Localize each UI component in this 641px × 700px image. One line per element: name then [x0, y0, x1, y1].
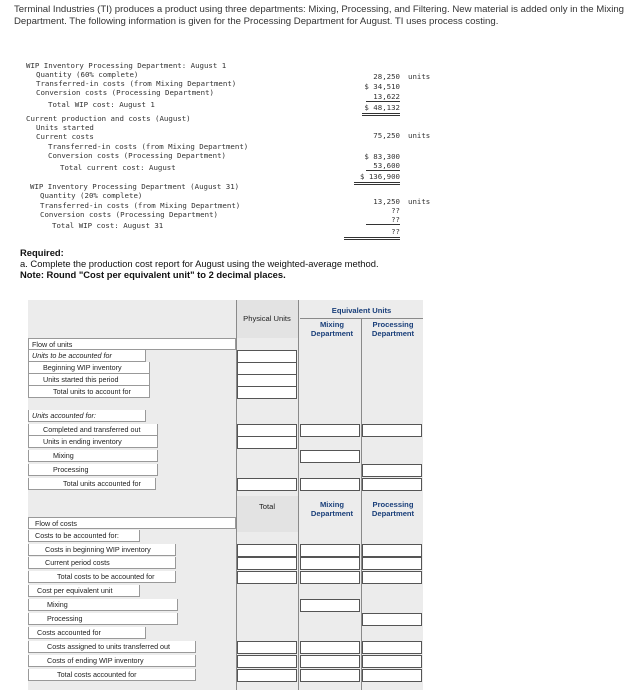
- mixing-dept-header-2: Mixing Department: [310, 500, 354, 518]
- processing-cost-input[interactable]: [362, 544, 422, 557]
- transferred-label: Transferred-in costs (from Mixing Department): [36, 79, 237, 88]
- end-total-value: ??: [391, 227, 400, 236]
- mixing-cost-input[interactable]: [300, 669, 360, 682]
- divider: [344, 237, 400, 238]
- total-cost-input[interactable]: [237, 655, 297, 668]
- wip-begin-title: WIP Inventory Processing Department: August 1: [26, 61, 227, 70]
- processing-cost-input[interactable]: [362, 669, 422, 682]
- divider: [362, 115, 400, 116]
- row-label: Current period costs: [28, 557, 176, 569]
- row-label: Total units accounted for: [28, 478, 156, 490]
- units-word-2: units: [408, 131, 431, 140]
- end-transferred-value: ??: [391, 206, 400, 215]
- mixing-cost-input[interactable]: [300, 571, 360, 584]
- row-label: Processing: [28, 464, 158, 476]
- mixing-cost-input[interactable]: [300, 655, 360, 668]
- divider: [298, 300, 299, 690]
- processing-equiv-input[interactable]: [362, 478, 422, 491]
- conversion-value: 13,622: [373, 92, 400, 101]
- row-label: Beginning WIP inventory: [28, 362, 150, 374]
- transferred-value: $ 34,510: [364, 82, 400, 91]
- end-transferred-label: Transferred-in costs (from Mixing Department): [40, 201, 241, 210]
- equiv-units-header: Equivalent Units: [331, 306, 392, 315]
- divider: [361, 318, 362, 690]
- physical-units-input[interactable]: [237, 386, 297, 399]
- row-label: Total costs accounted for: [28, 669, 196, 681]
- units-word-1: units: [408, 72, 431, 81]
- mixing-equiv-input[interactable]: [300, 478, 360, 491]
- processing-equiv-input[interactable]: [362, 424, 422, 437]
- processing-cost-input[interactable]: [362, 641, 422, 654]
- row-label: Costs of ending WIP inventory: [28, 655, 196, 667]
- total-current-value: $ 136,900: [359, 172, 400, 181]
- physical-units-header: Physical Units: [236, 300, 298, 338]
- row-label: Mixing: [28, 599, 178, 611]
- total-cost-input[interactable]: [237, 641, 297, 654]
- row-label: Processing: [28, 613, 178, 625]
- required-part-a: a. Complete the production cost report for August using the weighted-average method.: [20, 258, 379, 269]
- cur-conversion-label: Conversion costs (Processing Department): [48, 151, 226, 160]
- units-word-3: units: [408, 197, 431, 206]
- total-wip-value: $ 48,132: [364, 103, 400, 112]
- row-label: Units started this period: [28, 374, 150, 386]
- current-costs-label: Current costs: [36, 132, 94, 141]
- end-quantity-label: Quantity (20% complete): [40, 191, 143, 200]
- processing-cost-input[interactable]: [362, 613, 422, 626]
- total-wip-label: Total WIP cost: August 1: [48, 100, 155, 109]
- divider: [366, 224, 400, 225]
- total-cost-input[interactable]: [237, 557, 297, 570]
- mixing-equiv-input[interactable]: [300, 424, 360, 437]
- mixing-equiv-input[interactable]: [300, 450, 360, 463]
- divider: [362, 113, 400, 114]
- conversion-label: Conversion costs (Processing Department): [36, 88, 214, 97]
- processing-cost-input[interactable]: [362, 655, 422, 668]
- end-total-label: Total WIP cost: August 31: [52, 221, 164, 230]
- required-note: Note: Round "Cost per equivalent unit" to 2 decimal places.: [20, 269, 286, 280]
- processing-cost-input[interactable]: [362, 571, 422, 584]
- required-heading: Required:: [20, 247, 64, 258]
- row-label: Total units to account for: [28, 386, 150, 398]
- total-current-label: Total current cost: August: [60, 163, 176, 172]
- divider: [354, 184, 400, 185]
- cur-transferred-value: $ 83,300: [364, 152, 400, 161]
- row-label: Costs assigned to units transferred out: [28, 641, 196, 653]
- total-header: Total: [236, 496, 298, 532]
- mixing-dept-header: Mixing Department: [310, 320, 354, 338]
- row-label: Units accounted for:: [28, 410, 146, 422]
- end-quantity-value: 13,250: [373, 197, 400, 206]
- physical-units-input[interactable]: [237, 436, 297, 449]
- units-started-label: Units started: [36, 123, 94, 132]
- mixing-cost-input[interactable]: [300, 544, 360, 557]
- row-label: Units in ending inventory: [28, 436, 158, 448]
- processing-equiv-input[interactable]: [362, 464, 422, 477]
- divider: [344, 239, 400, 240]
- row-label: Units to be accounted for: [28, 350, 146, 362]
- physical-units-input[interactable]: [237, 478, 297, 491]
- mixing-cost-input[interactable]: [300, 641, 360, 654]
- row-label: Total costs to be accounted for: [28, 571, 176, 583]
- row-label: Costs to be accounted for:: [28, 530, 140, 542]
- row-label: Mixing: [28, 450, 158, 462]
- processing-dept-header: Processing Department: [371, 320, 415, 338]
- quantity-label: Quantity (60% complete): [36, 70, 139, 79]
- divider: [366, 170, 400, 171]
- divider: [354, 182, 400, 183]
- cur-transferred-label: Transferred-in costs (from Mixing Department): [48, 142, 249, 151]
- total-cost-input[interactable]: [237, 544, 297, 557]
- end-conversion-label: Conversion costs (Processing Department): [40, 210, 218, 219]
- divider: [236, 300, 237, 690]
- row-label: Costs accounted for: [28, 627, 146, 639]
- row-label: Flow of units: [28, 338, 236, 350]
- row-label: Completed and transferred out: [28, 424, 158, 436]
- processing-dept-header-2: Processing Department: [371, 500, 415, 518]
- total-cost-input[interactable]: [237, 669, 297, 682]
- cur-conversion-value: 53,600: [373, 161, 400, 170]
- row-label: Costs in beginning WIP inventory: [28, 544, 176, 556]
- wip-end-title: WIP Inventory Processing Department (August 31): [30, 182, 240, 191]
- total-cost-input[interactable]: [237, 571, 297, 584]
- units-started-value: 75,250: [373, 131, 400, 140]
- row-label: Cost per equivalent unit: [28, 585, 140, 597]
- row-label: Flow of costs: [28, 517, 236, 529]
- end-conversion-value: ??: [391, 215, 400, 224]
- quantity-value: 28,250: [373, 72, 400, 81]
- current-title: Current production and costs (August): [26, 114, 191, 123]
- problem-intro: Terminal Industries (TI) produces a product using three departments: Mixing, Processing, and Filtering. New material is added only in the Mixing Department. The following information is given for the Processing Department for August. TI uses process costing.: [14, 4, 625, 27]
- mixing-cost-input[interactable]: [300, 557, 360, 570]
- mixing-cost-input[interactable]: [300, 599, 360, 612]
- processing-cost-input[interactable]: [362, 557, 422, 570]
- divider: [366, 101, 400, 102]
